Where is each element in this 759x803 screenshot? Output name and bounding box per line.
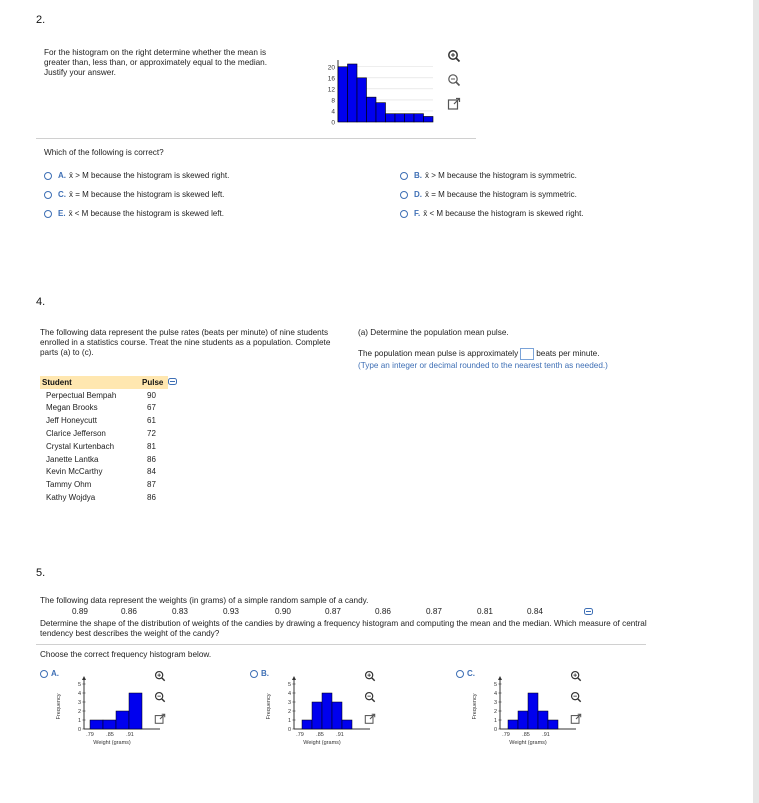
x-tick-label: .91 (336, 732, 344, 738)
student-pulse: 67 (147, 403, 156, 413)
popout-icon[interactable] (570, 713, 582, 725)
weight-value: 0.84 (527, 607, 543, 616)
student-name: Perpectual Bempah (46, 390, 117, 400)
q5-option-letter: A. (51, 669, 59, 678)
q2-histogram (318, 52, 448, 132)
student-pulse: 86 (147, 493, 156, 503)
q2-y-tick-label: 0 (331, 119, 335, 127)
q2-option-radio[interactable] (400, 210, 408, 218)
q2-option[interactable] (58, 171, 229, 180)
student-column-header: Student (40, 376, 140, 389)
x-tick-label: .79 (86, 732, 94, 738)
student-pulse: 61 (147, 416, 156, 426)
weight-value: 0.93 (223, 607, 239, 616)
q5-option-radio[interactable] (40, 670, 48, 678)
prompt-line: parts (a) to (c). (40, 348, 94, 357)
question-5-prompt: The following data represent the weights (in grams) of a simple random sample of a candy. (40, 596, 369, 605)
q5-histogram-bar (129, 693, 142, 729)
q2-histogram-bar (405, 114, 415, 122)
table-row (40, 478, 180, 491)
q2-y-tick-label: 4 (331, 108, 335, 116)
question-2-prompt (44, 48, 324, 78)
y-axis-arrow (498, 676, 502, 680)
weight-value: 0.86 (375, 607, 391, 616)
option-letter: F. (414, 209, 421, 218)
y-tick-label: 3 (493, 700, 497, 706)
table-row (40, 466, 180, 479)
y-tick-label: 2 (77, 709, 81, 715)
copy-data-icon[interactable] (584, 608, 593, 615)
x-tick-label: .85 (522, 732, 530, 738)
prompt-line: enrolled in a statistics course. Treat the nine students as a population. Complete (40, 338, 331, 347)
y-axis-label: Frequency (56, 693, 62, 720)
q5-option-letter: B. (261, 669, 269, 678)
q2-option-radio[interactable] (44, 191, 52, 199)
prompt-line: Justify your answer. (44, 68, 116, 77)
student-name: Kevin McCarthy (46, 467, 103, 477)
q2-option-radio[interactable] (400, 172, 408, 180)
instruction-line: tendency best describes the weight of the candy? (40, 629, 220, 638)
y-tick-label: 0 (77, 727, 81, 733)
student-pulse: 87 (147, 480, 156, 490)
q2-histogram-bar (367, 97, 377, 122)
q2-y-tick-label: 12 (327, 86, 335, 94)
part-a-before: The population mean pulse is approximately (358, 349, 519, 359)
option-text: x̄ > M because the histogram is symmetric. (425, 171, 577, 180)
q5-histogram-bar (302, 720, 312, 729)
choose-histogram-label: Choose the correct frequency histogram below. (40, 650, 212, 659)
q5-histogram-bar (342, 720, 352, 729)
y-tick-label: 0 (493, 727, 497, 733)
q5-histogram-bar (538, 711, 548, 729)
y-tick-label: 4 (287, 691, 291, 697)
table-row (40, 491, 180, 504)
option-text: x̄ < M because the histogram is skewed right. (423, 209, 584, 218)
q5-histogram-bar (103, 720, 116, 729)
popout-icon[interactable] (447, 97, 461, 111)
x-axis-label: Weight (grams) (303, 740, 341, 746)
table-row (40, 453, 180, 466)
pulse-rows (40, 389, 180, 504)
student-name: Megan Brooks (46, 403, 98, 413)
zoom-out-icon[interactable] (570, 691, 582, 703)
question-5-number: 5. (36, 567, 46, 579)
q2-option-radio[interactable] (44, 210, 52, 218)
table-row (40, 440, 180, 453)
q2-option[interactable] (414, 171, 577, 180)
q2-option[interactable] (414, 209, 584, 218)
copy-table-icon[interactable] (168, 376, 180, 389)
y-axis-arrow (82, 676, 86, 680)
q5-histogram-bar (90, 720, 103, 729)
q2-histogram-bar (357, 78, 367, 122)
option-text: x̄ = M because the histogram is skewed left. (69, 190, 225, 199)
q2-histogram-bar (386, 114, 396, 122)
student-pulse: 86 (147, 454, 156, 464)
weight-value: 0.90 (275, 607, 291, 616)
y-tick-label: 1 (77, 718, 81, 724)
student-name: Tammy Ohm (46, 480, 92, 490)
q5-histogram-bar (518, 711, 528, 729)
prompt-line: greater than, less than, or approximately equal to the median. (44, 58, 268, 67)
y-tick-label: 1 (287, 718, 291, 724)
zoom-out-icon[interactable] (447, 73, 461, 87)
popout-icon[interactable] (364, 713, 376, 725)
q5-histogram-bar (116, 711, 129, 729)
table-row (40, 402, 180, 415)
x-tick-label: .79 (296, 732, 304, 738)
zoom-in-icon[interactable] (570, 670, 582, 682)
zoom-out-icon[interactable] (364, 691, 376, 703)
y-tick-label: 4 (77, 691, 81, 697)
page-scrollbar[interactable] (753, 0, 759, 803)
part-a-after: beats per minute. (536, 349, 600, 359)
student-pulse: 81 (147, 441, 156, 451)
divider (36, 644, 646, 645)
x-tick-label: .85 (106, 732, 114, 738)
pulse-table (40, 376, 180, 504)
x-tick-label: .91 (542, 732, 550, 738)
weight-value: 0.87 (325, 607, 341, 616)
table-row (40, 389, 180, 402)
mean-pulse-input[interactable] (520, 348, 534, 360)
instruction-line: Determine the shape of the distribution of weights of the candies by drawing a frequency histogram and computing the mean and the median. Which measure of central (40, 619, 647, 628)
x-tick-label: .79 (502, 732, 510, 738)
q2-histogram-bar (414, 114, 424, 122)
y-tick-label: 1 (493, 718, 497, 724)
y-tick-label: 5 (77, 682, 81, 688)
q2-option[interactable] (58, 190, 224, 199)
q2-bars (338, 64, 433, 122)
question-2-number: 2. (36, 14, 46, 26)
q5-histogram-bar (528, 693, 538, 729)
y-axis-arrow (292, 676, 296, 680)
pulse-column-header (140, 376, 168, 389)
q2-histogram-bar (395, 114, 405, 122)
popout-icon[interactable] (154, 713, 166, 725)
question-5-instruction (40, 619, 680, 639)
option-letter: D. (414, 190, 422, 199)
student-name: Clarice Jefferson (46, 429, 106, 439)
q5-histogram-bar (548, 720, 558, 729)
zoom-in-icon[interactable] (154, 670, 166, 682)
part-a-hint: (Type an integer or decimal rounded to the nearest tenth as needed.) (358, 361, 608, 370)
part-a-title: (a) Determine the population mean pulse. (358, 328, 509, 337)
question-4-number: 4. (36, 296, 46, 308)
weight-value: 0.87 (426, 607, 442, 616)
table-row (40, 427, 180, 440)
y-tick-label: 0 (287, 727, 291, 733)
student-name: Jeff Honeycutt (46, 416, 97, 426)
question-4-prompt (40, 328, 350, 358)
q5-histogram (466, 672, 576, 752)
weight-value: 0.83 (172, 607, 188, 616)
option-letter: E. (58, 209, 66, 218)
table-row (40, 414, 180, 427)
option-letter: C. (58, 190, 66, 199)
q2-y-tick-label: 16 (327, 75, 335, 83)
student-name: Crystal Kurtenbach (46, 441, 115, 451)
option-text: x̄ < M because the histogram is skewed left. (68, 209, 224, 218)
q5-histogram-bar (508, 720, 518, 729)
x-tick-label: .85 (316, 732, 324, 738)
option-text: x̄ > M because the histogram is skewed right. (69, 171, 230, 180)
pulse-header-label: Pulse (142, 377, 164, 387)
zoom-in-icon[interactable] (364, 670, 376, 682)
q5-histogram (50, 672, 160, 752)
x-tick-label: .91 (126, 732, 134, 738)
y-tick-label: 2 (493, 709, 497, 715)
y-axis-label: Frequency (472, 693, 478, 720)
zoom-out-icon[interactable] (154, 691, 166, 703)
y-tick-label: 3 (287, 700, 291, 706)
prompt-line: For the histogram on the right determine whether the mean is (44, 48, 267, 57)
q5-histogram-bar (332, 702, 342, 729)
student-pulse: 90 (147, 390, 156, 400)
y-tick-label: 4 (493, 691, 497, 697)
y-tick-label: 5 (493, 682, 497, 688)
q2-question: Which of the following is correct? (44, 148, 164, 157)
weight-value: 0.86 (121, 607, 137, 616)
q2-histogram-bar (348, 64, 358, 122)
q5-histogram (260, 672, 370, 752)
q5-histogram-bar (322, 693, 332, 729)
q2-y-tick-label: 20 (327, 64, 335, 72)
student-name: Kathy Wojdya (46, 493, 96, 503)
q5-option-letter: C. (467, 669, 475, 678)
q2-y-tick-label: 8 (331, 97, 335, 105)
y-tick-label: 5 (287, 682, 291, 688)
q2-option[interactable] (58, 209, 224, 218)
part-a-sentence (358, 348, 599, 360)
divider (36, 138, 476, 139)
y-tick-label: 2 (287, 709, 291, 715)
option-letter: A. (58, 171, 66, 180)
weights-row (0, 606, 759, 617)
x-axis-label: Weight (grams) (93, 740, 131, 746)
y-axis-label: Frequency (266, 693, 272, 720)
option-text: x̄ = M because the histogram is symmetric. (425, 190, 577, 199)
student-name: Janette Lantka (46, 454, 99, 464)
weight-value: 0.81 (477, 607, 493, 616)
weight-value: 0.89 (72, 607, 88, 616)
q2-histogram-bar (338, 67, 348, 122)
student-pulse: 72 (147, 429, 156, 439)
zoom-in-icon[interactable] (447, 49, 461, 63)
x-axis-label: Weight (grams) (509, 740, 547, 746)
option-letter: B. (414, 171, 422, 180)
q5-option-radio[interactable] (250, 670, 258, 678)
q2-histogram-bar (424, 116, 434, 122)
q2-option-radio[interactable] (44, 172, 52, 180)
y-tick-label: 3 (77, 700, 81, 706)
q5-histogram-bar (312, 702, 322, 729)
q2-histogram-bar (376, 103, 386, 122)
q5-option-radio[interactable] (456, 670, 464, 678)
q2-option[interactable] (414, 190, 577, 199)
prompt-line: The following data represent the pulse rates (beats per minute) of nine students (40, 328, 329, 337)
student-pulse: 84 (147, 467, 156, 477)
q2-option-radio[interactable] (400, 191, 408, 199)
